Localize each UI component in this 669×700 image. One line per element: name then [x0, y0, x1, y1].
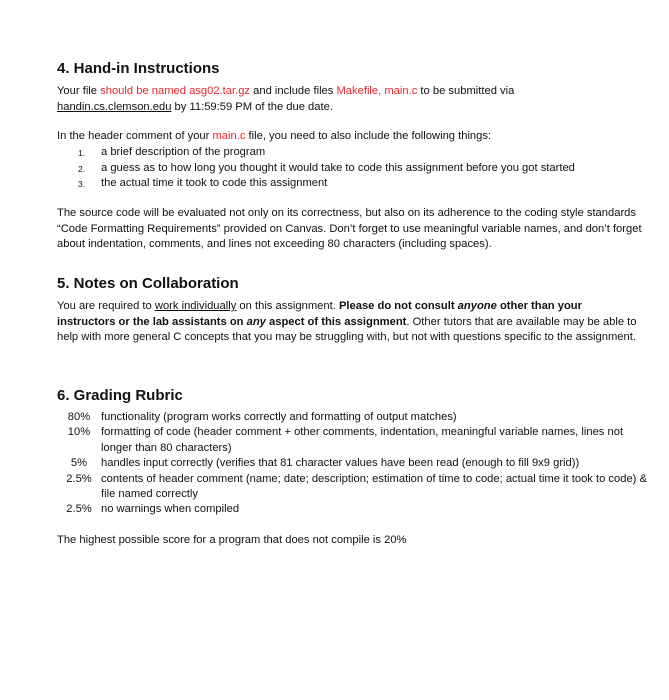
main-c-file: main.c [212, 130, 246, 142]
list-item [78, 161, 575, 177]
text: Your file [57, 85, 101, 97]
rubric-description: formatting of code (header comment + other comments, indentation, meaningful variable names, lines not longer than 80 characters) [101, 426, 624, 454]
text: to be submitted via [417, 85, 515, 97]
rubric-row [57, 502, 647, 517]
bold-text: other than your instructors or the lab assistants on [57, 300, 582, 328]
text: file, you need to also include the following things: [245, 130, 492, 142]
section-4-heading: 4. Hand-in Instructions [57, 60, 220, 77]
rubric-row [57, 410, 647, 425]
bold-text: aspect of this assignment [265, 315, 407, 328]
rubric-footer-note: The highest possible score for a program that does not compile is 20% [57, 534, 407, 546]
collaboration-paragraph [57, 299, 642, 346]
bold-italic-text: anyone [457, 300, 497, 312]
section-6-heading: 6. Grading Rubric [57, 387, 183, 404]
list-item-text: a guess as to how long you thought it would take to code this assignment before you got started [101, 161, 575, 174]
header-requirements-list [78, 145, 575, 192]
rubric-percent: 10% [67, 426, 91, 439]
rubric-percent: 5% [70, 457, 88, 470]
section-5-heading: 5. Notes on Collaboration [57, 275, 239, 292]
header-comment-paragraph [57, 129, 642, 145]
rubric-percent: 2.5% [66, 472, 92, 485]
hand-in-paragraph [57, 84, 642, 115]
work-individually: work individually [154, 300, 237, 312]
list-item-text: a brief description of the program [101, 146, 266, 158]
list-number: 1. [78, 148, 86, 158]
text: In the header comment of your [57, 130, 213, 142]
source-code-paragraph: The source code will be evaluated not only on its correctness, but also on its adherence to the coding style standards “Code Formatting Requirements” provided on Canvas. Don’t forget to use meaningful variable names, and don’t forget about indentation, comments, and lines not exceeding 80 characters (including spaces). [57, 207, 642, 250]
bold-italic-text: any [246, 315, 266, 328]
text: and include files [250, 85, 337, 97]
text: . Other tutors that are available may be able to help with more general C concepts that you may be struggling with, but not with questions specific to the assignment. [57, 315, 637, 343]
list-number: 2. [78, 163, 86, 174]
rubric-percent: 80% [67, 411, 91, 423]
list-item [78, 176, 575, 192]
rubric-description: no warnings when compiled [101, 503, 240, 516]
rubric-row [57, 456, 647, 471]
text: on this assignment. [236, 300, 339, 312]
rubric-description: contents of header comment (name; date; description; estimation of time to code; actual time it took to code) & file named correctly [101, 472, 647, 501]
rubric-description: functionality (program works correctly and formatting of output matches) [101, 411, 457, 423]
rubric-row [57, 472, 647, 503]
handin-link[interactable]: handin.cs.clemson.edu [57, 100, 172, 113]
filename-requirement: should be named asg02.tar.gz [100, 85, 251, 97]
grading-rubric [57, 410, 647, 518]
rubric-row [57, 425, 647, 456]
list-item-text: the actual time it took to code this assignment [101, 177, 328, 189]
bold-text: Please do not consult [338, 300, 458, 312]
text: You are required to [57, 300, 155, 312]
rubric-description: handles input correctly (verifies that 81 character values have been read (enough to fill 9x9 grid)) [101, 457, 580, 470]
rubric-percent: 2.5% [66, 503, 92, 516]
required-files: Makefile, main.c [336, 85, 418, 97]
list-number: 3. [78, 179, 86, 189]
list-item [78, 145, 575, 161]
text: by 11:59:59 PM of the due date. [171, 100, 333, 113]
